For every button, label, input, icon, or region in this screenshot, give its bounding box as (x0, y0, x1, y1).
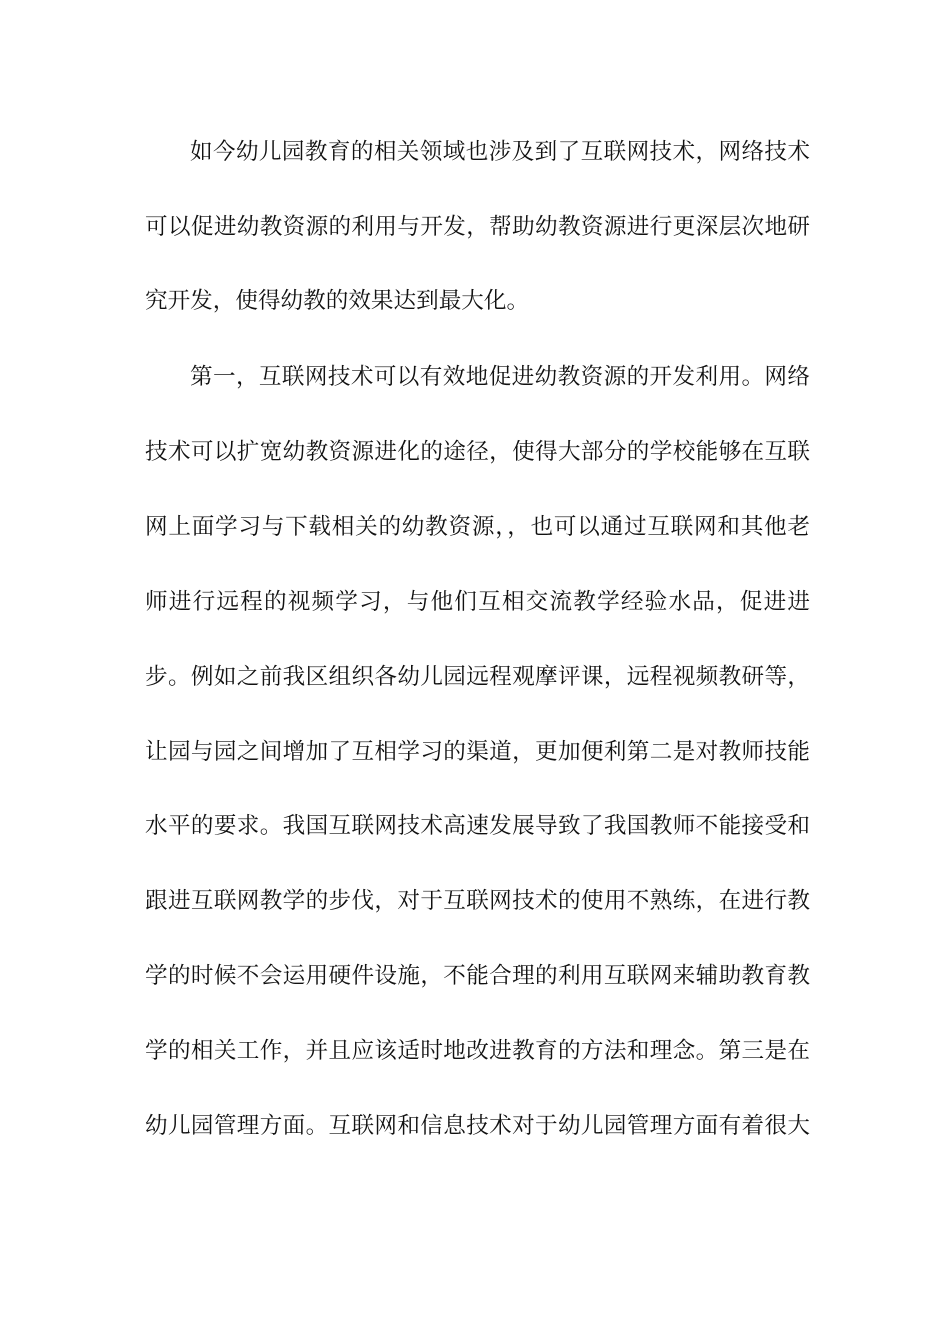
paragraph-2-line-10: 学的相关工作，并且应该适时地改进教育的方法和理念。第三是在 (145, 1038, 810, 1064)
paragraph-2-line-6: 让园与园之间增加了互相学习的渠道，更加便利第二是对教师技能 (145, 739, 810, 765)
paragraph-1-line-3: 究开发，使得幼教的效果达到最大化。 (145, 288, 530, 314)
paragraph-2-line-7: 水平的要求。我国互联网技术高速发展导致了我国教师不能接受和 (145, 813, 810, 839)
paragraph-2-line-5: 步。例如之前我区组织各幼儿园远程观摩评课，远程视频教研等， (145, 664, 810, 690)
paragraph-1-line-2: 可以促进幼教资源的利用与开发，帮助幼教资源进行更深层次地研 (145, 214, 810, 240)
paragraph-2-line-9: 学的时候不会运用硬件设施，不能合理的利用互联网来辅助教育教 (145, 963, 810, 989)
paragraph-2-line-8: 跟进互联网教学的步伐，对于互联网技术的使用不熟练，在进行教 (145, 888, 810, 914)
paragraph-2-line-11: 幼儿园管理方面。互联网和信息技术对于幼儿园管理方面有着很大 (145, 1113, 810, 1139)
paragraph-2-line-4: 师进行远程的视频学习，与他们互相交流教学经验水品，促进进 (145, 589, 810, 615)
paragraph-2-line-2: 技术可以扩宽幼教资源进化的途径，使得大部分的学校能够在互联 (145, 439, 810, 465)
paragraph-1-line-1: 如今幼儿园教育的相关领域也涉及到了互联网技术，网络技术 (190, 139, 810, 165)
paragraph-2-line-3: 网上面学习与下载相关的幼教资源，，也可以通过互联网和其他老 (145, 514, 810, 540)
paragraph-2-line-1: 第一，互联网技术可以有效地促进幼教资源的开发利用。网络 (190, 364, 810, 390)
